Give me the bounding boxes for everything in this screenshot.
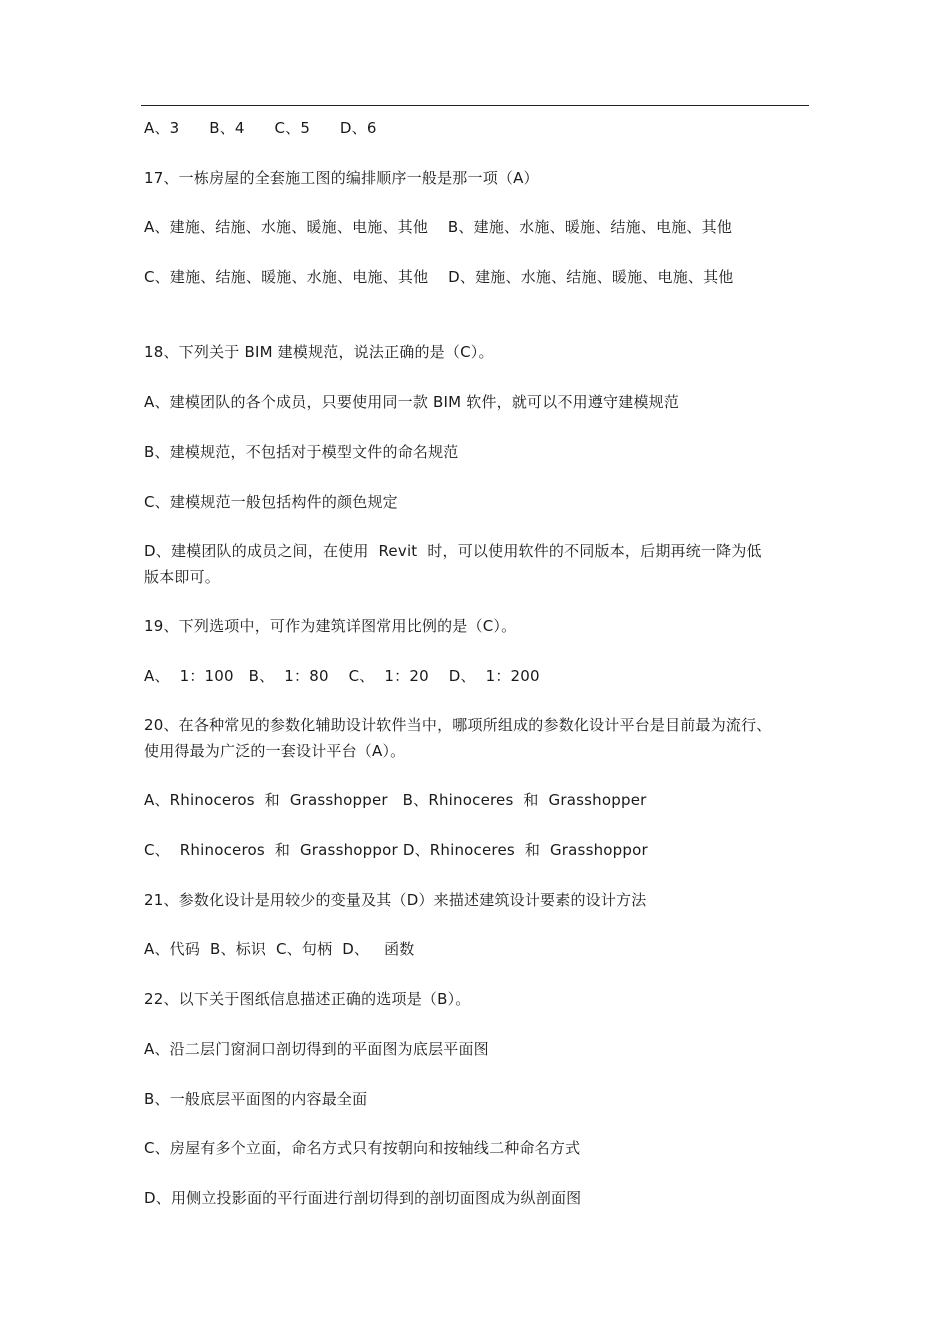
q16-options: A、3 B、4 C、5 D、6: [144, 119, 377, 137]
q21-options: A、代码 B、标识 C、句柄 D、 函数: [144, 940, 415, 958]
q22-option-a: A、沿二层门窗洞口剖切得到的平面图为底层平面图: [144, 1040, 489, 1058]
q22-option-c: C、房屋有多个立面，命名方式只有按朝向和按轴线二种命名方式: [144, 1139, 581, 1157]
q21-question: 21、参数化设计是用较少的变量及其（D）来描述建筑设计要素的设计方法: [144, 891, 647, 909]
q19-question: 19、下列选项中，可作为建筑详图常用比例的是（C）。: [144, 617, 517, 635]
q17-question: 17、一栋房屋的全套施工图的编排顺序一般是那一项（A）: [144, 169, 539, 187]
q18-option-d-line1: D、建模团队的成员之间，在使用 Revit 时，可以使用软件的不同版本，后期再统一降为低: [144, 542, 762, 560]
q18-option-a: A、建模团队的各个成员，只要使用同一款 BIM 软件，就可以不用遵守建模规范: [144, 393, 680, 411]
q18-option-c: C、建模规范一般包括构件的颜色规定: [144, 493, 398, 511]
header-rule: [141, 105, 809, 106]
q17-options-cd: C、建施、结施、暖施、水施、电施、其他 D、建施、水施、结施、暖施、电施、其他: [144, 268, 734, 286]
q18-question: 18、下列关于 BIM 建模规范，说法正确的是（C）。: [144, 343, 494, 361]
q20-question-line1: 20、在各种常见的参数化辅助设计软件当中，哪项所组成的参数化设计平台是目前最为流行、: [144, 716, 772, 734]
q20-options-ab: A、Rhinoceros 和 Grasshopper B、Rhinoceres 和 Grasshopper: [144, 791, 647, 809]
q22-question: 22、以下关于图纸信息描述正确的选项是（B）。: [144, 990, 471, 1008]
q22-option-b: B、一般底层平面图的内容最全面: [144, 1090, 368, 1108]
q19-options: A、 1：100 B、 1：80 C、 1：20 D、 1：200: [144, 667, 540, 685]
q20-options-cd: C、 Rhinoceros 和 Grasshoppor D、Rhinoceres 和 Grasshoppor: [144, 841, 648, 859]
q22-option-d: D、用侧立投影面的平行面进行剖切得到的剖切面图成为纵剖面图: [144, 1189, 582, 1207]
q17-options-ab: A、建施、结施、水施、暖施、电施、其他 B、建施、水施、暖施、结施、电施、其他: [144, 218, 733, 236]
q18-option-d-line2: 版本即可。: [144, 568, 221, 586]
q20-question-line2: 使用得最为广泛的一套设计平台（A）。: [144, 742, 406, 760]
q18-option-b: B、建模规范，不包括对于模型文件的命名规范: [144, 443, 459, 461]
